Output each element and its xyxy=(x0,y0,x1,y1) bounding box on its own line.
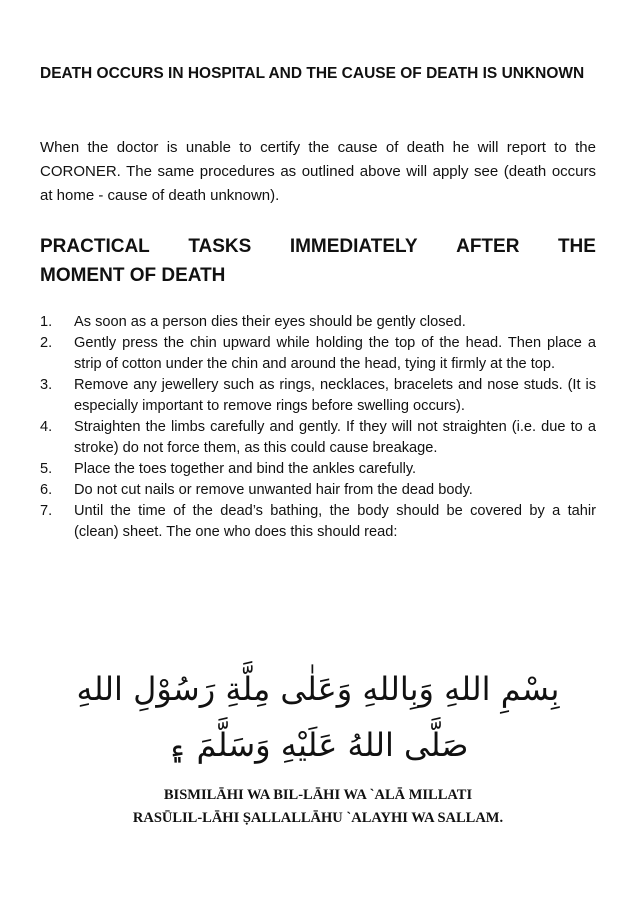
coroner-paragraph: When the doctor is unable to certify the cause of death he will report to the CORONER. The same procedures as outlined above will apply see (death occurs at home - cause of death unknown). xyxy=(40,139,596,204)
transliteration-line-1: BISMILĀHI WA BIL-LĀHI WA `ALĀ MILLATI xyxy=(163,787,473,803)
list-item xyxy=(40,333,596,375)
list-number: 5. xyxy=(40,461,53,477)
list-item xyxy=(40,375,596,417)
heading-word: PRACTICAL xyxy=(40,236,150,257)
heading-word: IMMEDIATELY xyxy=(289,236,418,257)
heading-line-2: MOMENT OF DEATH xyxy=(40,265,226,286)
list-item xyxy=(40,501,596,543)
section-heading-hospital-death: DEATH OCCURS IN HOSPITAL AND THE CAUSE OF DEATH IS UNKNOWN xyxy=(40,65,585,82)
list-text: Until the time of the dead’s bathing, the body should be covered by a tahir (clean) sheet. The one who does this should read: xyxy=(74,503,596,540)
transliteration xyxy=(40,784,596,830)
list-text: Remove any jewellery such as rings, necklaces, bracelets and nose studs. (It is especially important to remove rings before swelling occurs). xyxy=(74,377,596,414)
list-item xyxy=(40,312,596,333)
list-number: 1. xyxy=(40,314,53,330)
arabic-supplication-line-2: صَلَّى اللهُ عَلَيْهِ وَسَلَّمَ ۽ xyxy=(167,726,469,764)
list-text: Gently press the chin upward while holding the top of the head. Then place a strip of cotton under the chin and around the head, tying it firmly at the top. xyxy=(74,335,596,372)
transliteration-line-2: RASŪLIL-LĀHI ṢALLALLĀHU `ALAYHI WA SALLAM. xyxy=(132,810,504,826)
list-item xyxy=(40,417,596,459)
list-number: 3. xyxy=(40,377,53,393)
list-number: 7. xyxy=(40,503,53,519)
list-item xyxy=(40,459,596,480)
list-text: Do not cut nails or remove unwanted hair from the dead body. xyxy=(74,482,473,498)
heading-line-1 xyxy=(40,232,596,261)
section-heading-practical-tasks xyxy=(40,232,596,290)
list-text: Place the toes together and bind the ankles carefully. xyxy=(74,461,417,477)
heading-word: AFTER xyxy=(456,236,520,257)
list-item xyxy=(40,480,596,501)
list-number: 4. xyxy=(40,419,53,435)
list-number: 2. xyxy=(40,335,53,351)
list-number: 6. xyxy=(40,482,53,498)
list-text: As soon as a person dies their eyes should be gently closed. xyxy=(74,314,466,330)
heading-word: THE xyxy=(557,236,596,257)
practical-tasks-list xyxy=(40,312,596,543)
arabic-supplication-line-1: بِسْمِ اللهِ وَبِاللهِ وَعَلٰى مِلَّةِ رَسُوْلِ اللهِ xyxy=(76,670,560,708)
heading-word: TASKS xyxy=(188,236,252,257)
list-text: Straighten the limbs carefully and gently. If they will not straighten (i.e. due to a stroke) do not force them, as this could cause breakage. xyxy=(74,419,596,456)
